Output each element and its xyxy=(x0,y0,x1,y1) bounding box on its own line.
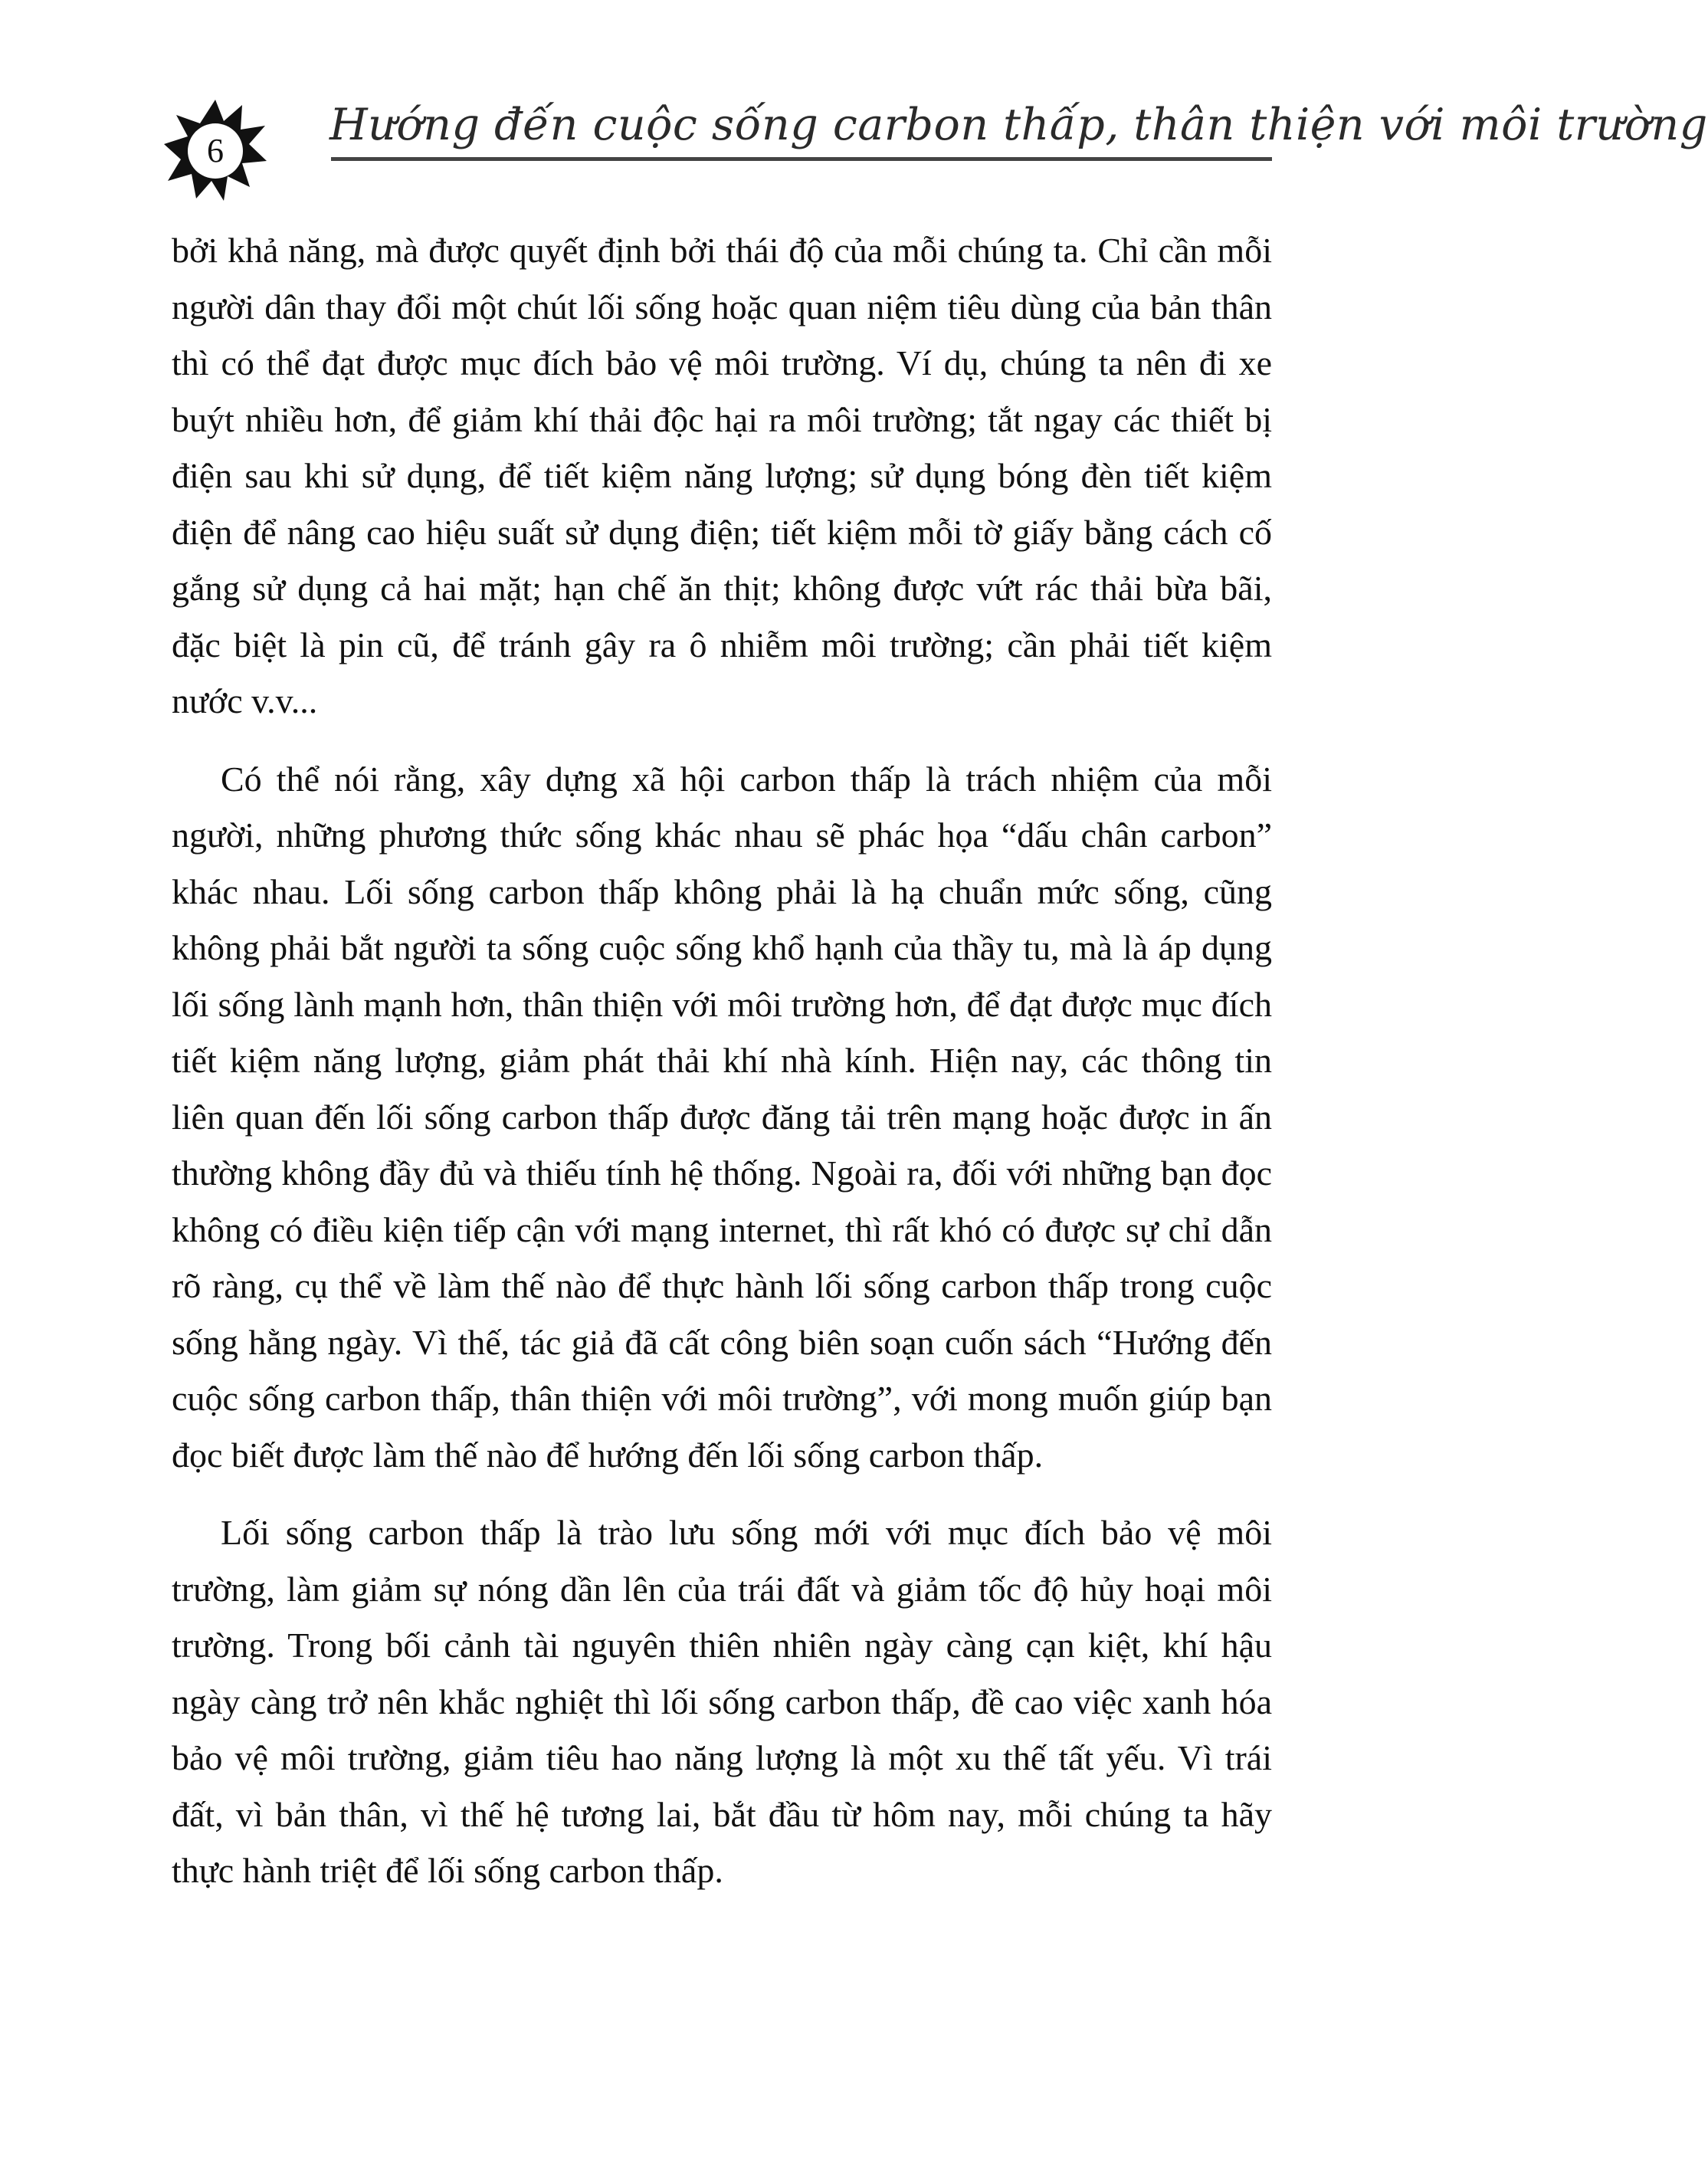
paragraph-3: Lối sống carbon thấp là trào lưu sống mới với mục đích bảo vệ môi trường, làm giảm sự nóng dần lên của trái đất và giảm tốc độ hủy hoại môi trường. Trong bối cảnh tài nguyên thiên nhiên ngày càng cạn kiệt, khí hậu ngày càng trở nên khắc nghiệt thì lối sống carbon thấp, đề cao việc xanh hóa bảo vệ môi trường, giảm tiêu hao năng lượng là một xu thế tất yếu. Vì trái đất, vì bản thân, vì thế hệ tương lai, bắt đầu từ hôm nay, mỗi chúng ta hãy thực hành triệt để lối sống carbon thấp. xyxy=(172,1513,1272,1890)
running-title: Hướng đến cuộc sống carbon thấp, thân thiện với môi trường xyxy=(329,100,1708,150)
body-text xyxy=(172,222,1272,1921)
page-header xyxy=(0,0,1708,199)
page-number: 6 xyxy=(207,132,224,169)
paragraph-2: Có thể nói rằng, xây dựng xã hội carbon thấp là trách nhiệm của mỗi người, những phương thức sống khác nhau sẽ phác họa “dấu chân carbon” khác nhau. Lối sống carbon thấp không phải là hạ chuẩn mức sống, cũng không phải bắt người ta sống cuộc sống khổ hạnh của thầy tu, mà là áp dụng lối sống lành mạnh hơn, thân thiện với môi trường hơn, để đạt được mục đích tiết kiệm năng lượng, giảm phát thải khí nhà kính. Hiện nay, các thông tin liên quan đến lối sống carbon thấp được đăng tải trên mạng hoặc được in ấn thường không đầy đủ và thiếu tính hệ thống. Ngoài ra, đối với những bạn đọc không có điều kiện tiếp cận với mạng internet, thì rất khó có được sự chỉ dẫn rõ ràng, cụ thể về làm thế nào để thực hành lối sống carbon thấp trong cuộc sống hằng ngày. Vì thế, tác giả đã cất công biên soạn cuốn sách “Hướng đến cuộc sống carbon thấp, thân thiện với môi trường”, với mong muốn giúp bạn đọc biết được làm thế nào để hướng đến lối sống carbon thấp. xyxy=(172,759,1272,1475)
paragraph-1: bởi khả năng, mà được quyết định bởi thái độ của mỗi chúng ta. Chỉ cần mỗi người dân thay đổi một chút lối sống hoặc quan niệm tiêu dùng của bản thân thì có thể đạt được mục đích bảo vệ môi trường. Ví dụ, chúng ta nên đi xe buýt nhiều hơn, để giảm khí thải độc hại ra môi trường; tắt ngay các thiết bị điện sau khi sử dụng, để tiết kiệm năng lượng; sử dụng bóng đèn tiết kiệm điện để nâng cao hiệu suất sử dụng điện; tiết kiệm mỗi tờ giấy bằng cách cố gắng sử dụng cả hai mặt; hạn chế ăn thịt; không được vứt rác thải bừa bãi, đặc biệt là pin cũ, để tránh gây ra ô nhiễm môi trường; cần phải tiết kiệm nước v.v... xyxy=(172,231,1272,720)
page-number-badge xyxy=(162,98,268,204)
header-rule xyxy=(331,157,1272,161)
